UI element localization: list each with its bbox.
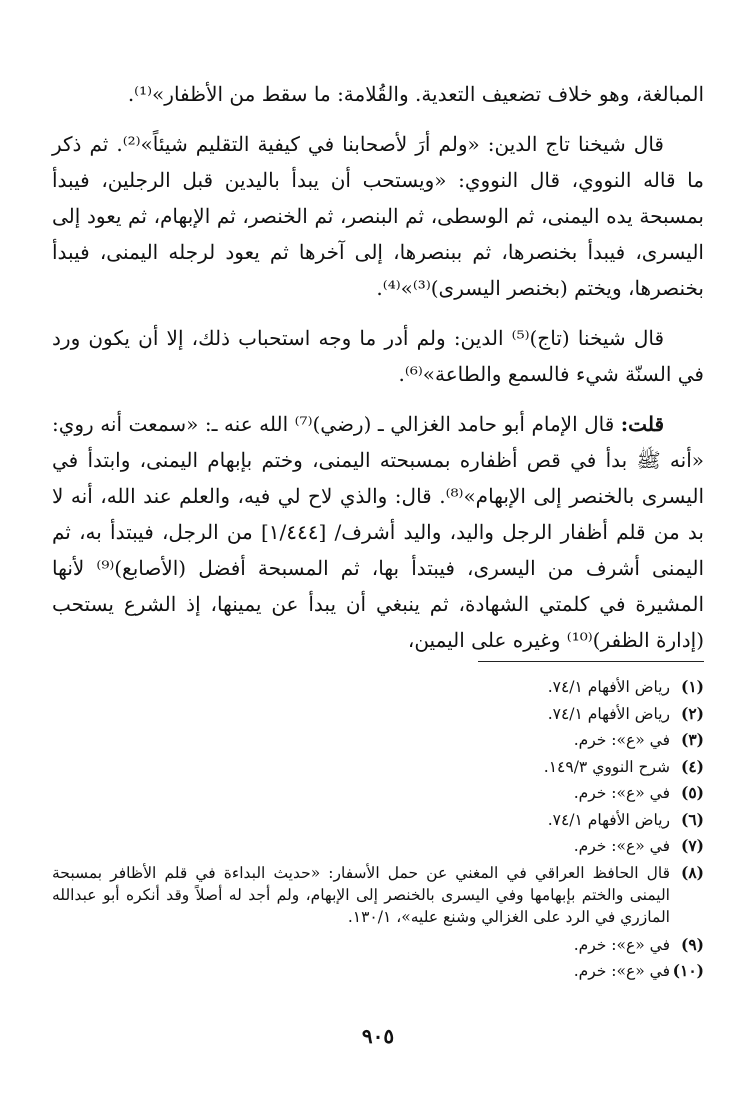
- footnote-item: [52, 932, 704, 959]
- footnote-item: [52, 833, 704, 860]
- footnote-item: [52, 860, 704, 932]
- footnote-text: شرح النووي ١٤٩/٣.: [543, 757, 670, 776]
- footnote-item: [52, 674, 704, 701]
- footnote-item: [52, 701, 704, 728]
- paragraph-1: المبالغة، وهو خلاف تضعيف التعدية. والقُلامة: ما سقط من الأظفار»⁽¹⁾.: [127, 82, 704, 106]
- paragraph-4: [52, 406, 704, 658]
- footnote-text: رياض الأفهام ٧٤/١.: [547, 704, 670, 723]
- footnote-item: [52, 727, 704, 754]
- paragraph-2: قال شيخنا تاج الدين: «ولم أرَ لأصحابنا في كيفية التقليم شيئاً»⁽²⁾. ثم ذكر ما قاله النووي، قال النووي: «ويستحب أن يبدأ باليدين قبل الرجلين، فيبدأ بمسبحة يده اليمنى، ثم الوسطى، ثم البنصر، ثم الخنصر، ثم الإبهام، ثم يعود إلى اليسرى، فيبدأ بخنصرها، ثم ببنصرها، إلى آخرها ثم يعود لرجله اليمنى، فيبدأ بخنصرها، ويختم (بخنصر اليسرى)⁽³⁾»⁽⁴⁾.: [52, 132, 704, 300]
- footnote-number: (٨): [680, 862, 704, 882]
- footnote-text: في «ع»: خرم.: [573, 962, 670, 980]
- footnote-text: رياض الأفهام ٧٤/١.: [547, 678, 670, 696]
- footnote-item: [52, 958, 704, 985]
- footnote-text: في «ع»: خرم.: [573, 731, 670, 749]
- footnote-number: (٥): [680, 783, 704, 802]
- paragraph-3: قال شيخنا (تاج)⁽⁵⁾ الدين: ولم أدر ما وجه استحباب ذلك، إلا أن يكون ورد في السنّة شيء فالسمع والطاعة»⁽⁶⁾.: [52, 326, 704, 386]
- footnote-number: (٦): [680, 809, 704, 829]
- footnote-number: (١): [680, 677, 704, 696]
- footnote-item: [52, 807, 704, 834]
- footnote-item: [52, 780, 704, 807]
- page-number: ٩٠٥: [361, 1024, 395, 1048]
- footnotes: [52, 674, 704, 985]
- footnote-number: (٤): [680, 756, 704, 776]
- footnote-text: في «ع»: خرم.: [573, 784, 670, 802]
- paragraph-4-lead: قلت:: [620, 412, 664, 436]
- main-text: [52, 76, 704, 672]
- footnote-number: (٣): [680, 730, 704, 749]
- footnote-text: في «ع»: خرم.: [573, 935, 670, 954]
- paragraph-4-text: قال الإمام أبو حامد الغزالي ـ (رضي)⁽⁷⁾ الله عنه ـ: «سمعت أنه روي: «أنه ﷺ بدأ في قص أظفاره بمسبحته اليمنى، وختم بإبهام اليمنى، وابتدأ في اليسرى بالخنصر إلى الإبهام»⁽⁸⁾. قال: والذي لاح لي فيه، والعلم عند الله، أنه لا بد من قلم أظفار الرجل واليد، واليد أشرف/ [١/٤٤٤] من الرجل، فيبتدأ به، ثم اليمنى أشرف من اليسرى، فيبتدأ بها، ثم المسبحة أفضل (الأصابع)⁽⁹⁾ لأنها المشيرة في كلمتي الشهادة، ثم ينبغي أن يبدأ عن يمينها، إذ الشرع يستحب (إدارة الظفر)⁽¹⁰⁾ وغيره على اليمين،: [52, 412, 704, 652]
- footnote-number: (١٠): [672, 961, 704, 980]
- footnote-number: (٩): [680, 934, 704, 954]
- footnote-number: (٢): [680, 703, 704, 723]
- footnote-item: [52, 754, 704, 781]
- footnote-text: في «ع»: خرم.: [573, 837, 670, 855]
- footnote-number: (٧): [680, 836, 704, 855]
- footnote-separator: [478, 661, 704, 662]
- footnote-text: رياض الأفهام ٧٤/١.: [547, 810, 670, 829]
- footnote-text: قال الحافظ العراقي في المغني عن حمل الأسفار: «حديث البداءة في قلم الأظافر بمسبحة اليمنى والختم بإبهامها وفي اليسرى بالخنصر إلى الإبهام، ولم أجد له أصلاً وقد أنكره أبو عبدالله المازري في الرد على الغزالي وشنع عليه»، ١٣٠/١.: [52, 863, 670, 926]
